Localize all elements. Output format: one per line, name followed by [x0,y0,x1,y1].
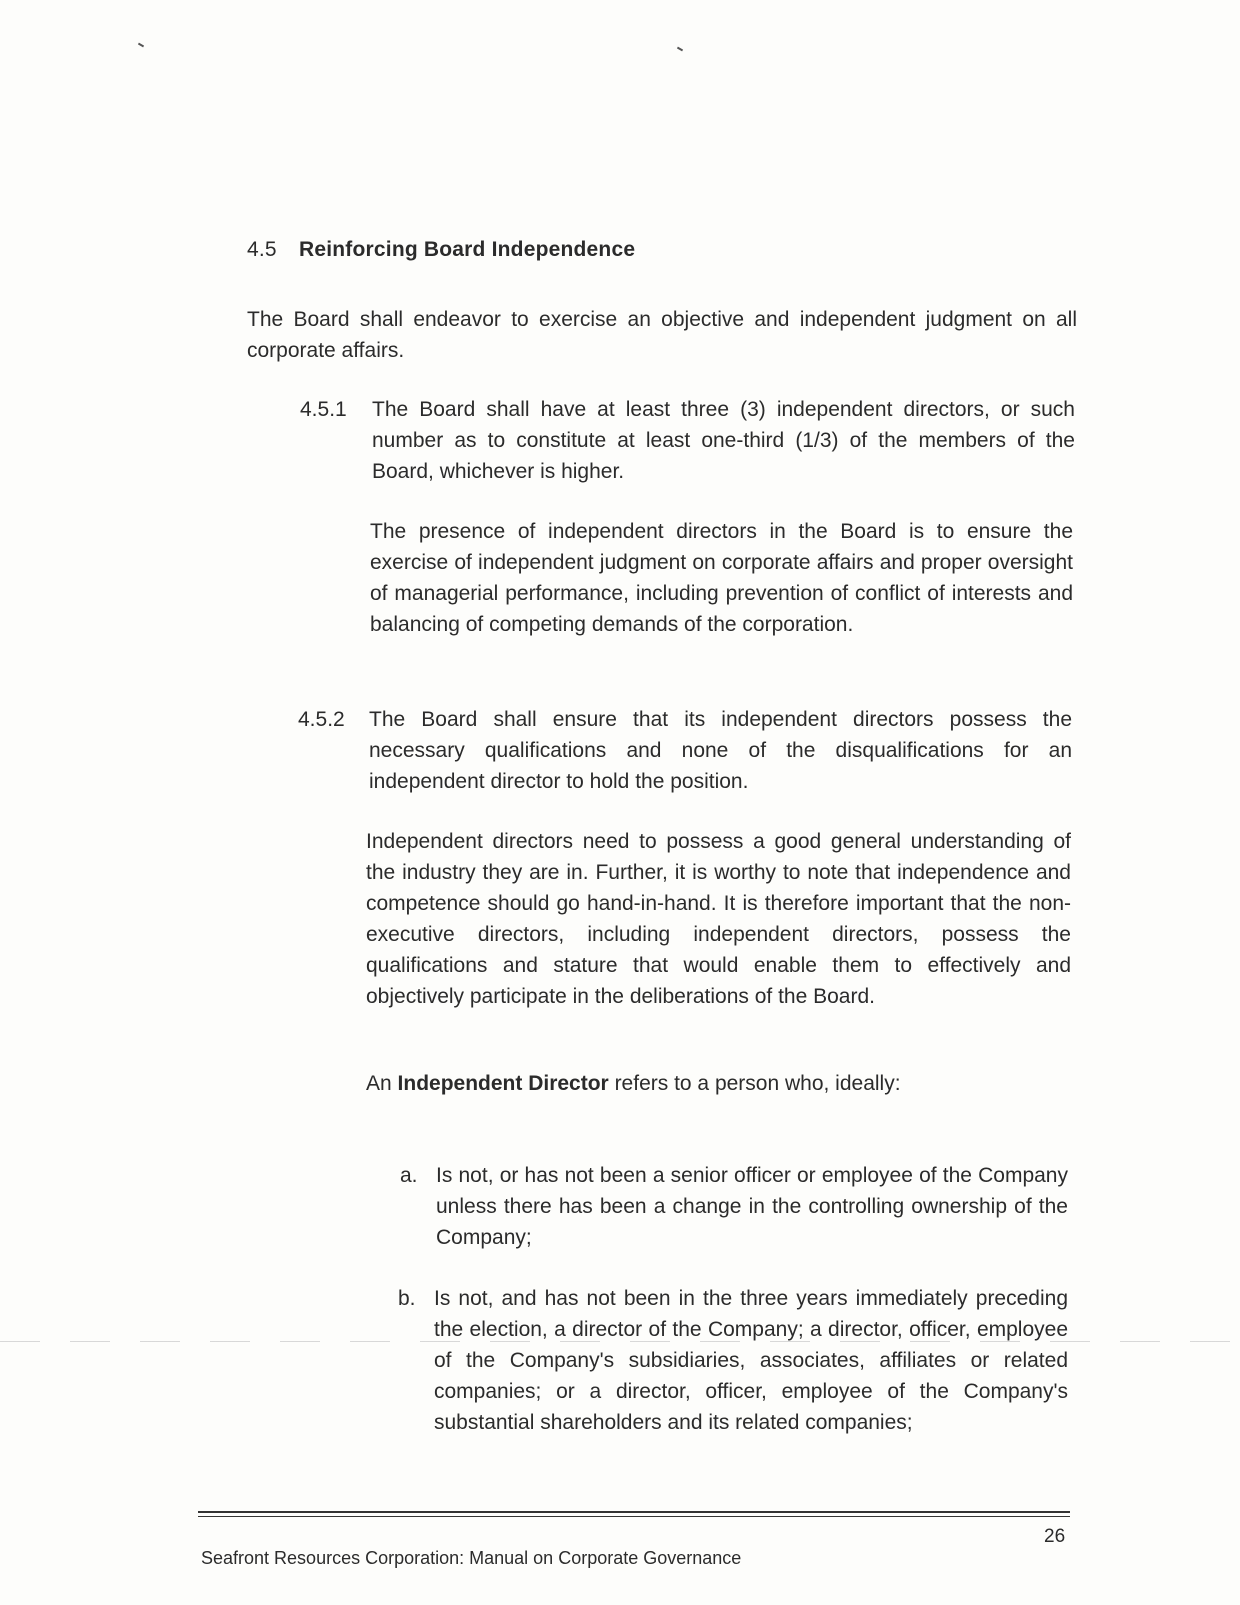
definition-suffix: refers to a person who, ideally: [608,1072,901,1095]
item-letter-b: b. [398,1287,416,1310]
definition-prefix: An [366,1072,398,1095]
subsection-number-4-5-1: 4.5.1 [300,398,347,421]
definition-term: Independent Director [397,1072,609,1095]
subsection-note-4-5-1: The presence of independent directors in the Board is to ensure the exercise of independent judgment on corporate affairs and proper oversight of managerial performance, including prevention of conflict of interests and balancing of competing demands of the corporation. [370,520,1073,636]
independent-director-definition [366,1068,1071,1099]
section-title: Reinforcing Board Independence [299,238,636,261]
footer-rule-top [198,1511,1070,1513]
footer-rule-bottom [198,1516,1070,1517]
item-letter-a: a. [400,1164,418,1187]
subsection-note-4-5-2: Independent directors need to possess a good general understanding of the industry they are in. Further, it is worthy to note that independence and competence should go hand-in-hand. It is therefore important that the non-executive directors, including independent directors, possess the qualifications and stature that would enable them to effectively and objectively participate in the deliberations of the Board. [366,830,1071,1008]
item-text-b: Is not, and has not been in the three years immediately preceding the election, a director of the Company; a director, officer, employee of the Company's subsidiaries, associates, affiliates or related companies; or a director, officer, employee of the Company's substantial shareholders and its related companies; [434,1287,1068,1434]
scan-speck-center [677,47,683,52]
subsection-text-4-5-2: The Board shall ensure that its independent directors possess the necessary qualifications and none of the disqualifications for an independent director to hold the position. [369,708,1072,793]
section-number: 4.5 [247,238,277,261]
section-heading [247,238,635,262]
item-text-a: Is not, or has not been a senior officer or employee of the Company unless there has been a change in the controlling ownership of the Company; [436,1164,1068,1249]
section-intro: The Board shall endeavor to exercise an objective and independent judgment on all corporate affairs. [247,308,1077,362]
subsection-text-4-5-1: The Board shall have at least three (3) independent directors, or such number as to constitute at least one-third (1/3) of the members of the Board, whichever is higher. [372,398,1075,483]
footer-document-title: Seafront Resources Corporation: Manual on Corporate Governance [201,1548,742,1568]
page-number: 26 [1044,1526,1066,1547]
scan-fold-line [0,1341,1240,1342]
scan-speck-left [138,43,144,48]
subsection-number-4-5-2: 4.5.2 [298,708,345,731]
